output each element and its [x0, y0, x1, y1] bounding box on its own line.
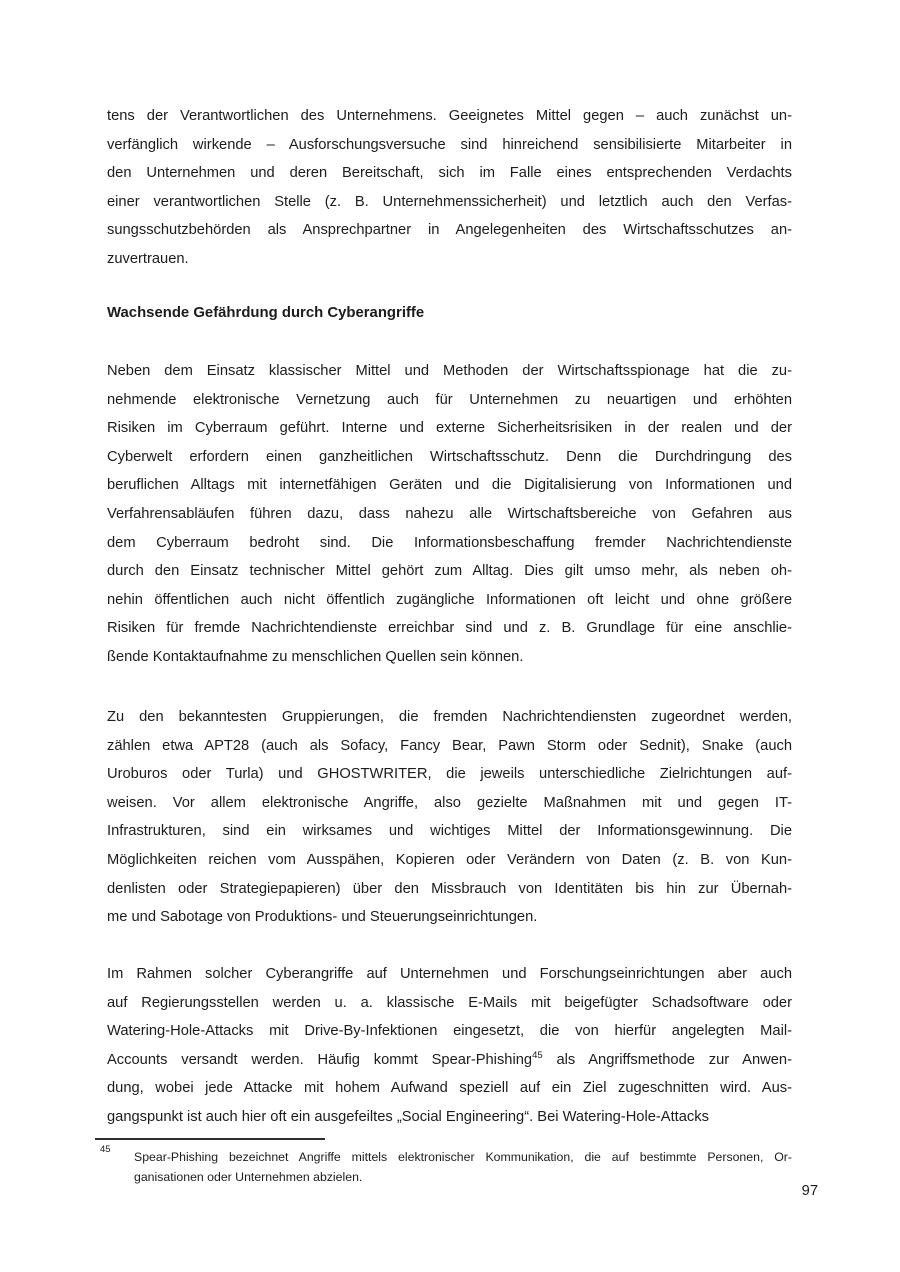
text-line: Neben dem Einsatz klassischer Mittel und Methoden der Wirtschaftsspionage hat die zu- [107, 363, 792, 379]
text-line: zählen etwa APT28 (auch als Sofacy, Fancy Bear, Pawn Storm oder Sednit), Snake (auch [107, 737, 792, 754]
text-line: den Unternehmen und deren Bereitschaft, sich im Falle eines entsprechenden Verdachts [107, 165, 792, 182]
text-line: tens der Verantwortlichen des Unternehmens. Geeignetes Mittel gegen – auch zunächst un- [107, 108, 792, 124]
text-line: gangspunkt ist auch hier oft ein ausgefeiltes „Social Engineering“. Bei Watering-Hole-Attacks [107, 1108, 709, 1125]
text-line: ganisationen oder Unternehmen abzielen. [134, 1169, 363, 1184]
text-line: me und Sabotage von Produktions- und Steuerungseinrichtungen. [107, 909, 538, 926]
text-line: Risiken für fremde Nachrichtendienste erreichbar sind und z. B. Grundlage für eine anschlie- [107, 620, 792, 637]
text-line: einer verantwortlichen Stelle (z. B. Unternehmenssicherheit) und letztlich auch den Verfas- [107, 193, 792, 210]
paragraph-1 [107, 102, 792, 274]
page-number: 97 [801, 1183, 818, 1199]
footnote-number: 45 [100, 1144, 111, 1155]
text-line: Verfahrensabläufen führen dazu, dass nahezu alle Wirtschaftsbereiche von Gefahren aus [107, 505, 792, 522]
text-line: dem Cyberraum bedroht sind. Die Informationsbeschaffung fremder Nachrichtendienste [107, 534, 792, 551]
text-line: nehin öffentlichen auch nicht öffentlich zugängliche Informationen oft leicht und ohne größere [107, 591, 792, 608]
text-line: Cyberwelt erfordern einen ganzheitlichen Wirtschaftsschutz. Denn die Durchdringung des [107, 448, 792, 465]
text-line: Im Rahmen solcher Cyberangriffe auf Unternehmen und Forschungseinrichtungen aber auch [107, 966, 792, 982]
paragraph-3 [107, 703, 792, 932]
text-line: sungsschutzbehörden als Ansprechpartner in Angelegenheiten des Wirtschaftsschutzes an- [107, 222, 792, 239]
text-line: zuvertrauen. [107, 250, 189, 267]
section-heading: Wachsende Gefährdung durch Cyberangriffe [107, 305, 425, 321]
text-line: Watering-Hole-Attacks mit Drive-By-Infektionen eingesetzt, die von hierfür angelegten Mail- [107, 1023, 792, 1040]
text-line: Infrastrukturen, sind ein wirksames und wichtiges Mittel der Informationsgewinnung. Die [107, 823, 792, 840]
text-line: auf Regierungsstellen werden u. a. klassische E-Mails mit beigefügter Schadsoftware oder [107, 994, 792, 1011]
text-line: Möglichkeiten reichen vom Ausspähen, Kopieren oder Verändern von Daten (z. B. von Kun- [107, 851, 792, 868]
footnote-ref: 45 [532, 1049, 543, 1061]
text-line: dung, wobei jede Attacke mit hohem Aufwand speziell auf ein Ziel zugeschnitten wird. Aus- [107, 1080, 792, 1097]
text-line: denlisten oder Strategiepapieren) über den Missbrauch von Identitäten bis hin zur Übernah- [107, 880, 792, 897]
text-line: Accounts versandt werden. Häufig kommt Spear-Phishing$^{45}$ als Angriffsmethode zur Anwen- [107, 1049, 792, 1068]
footnote-separator [95, 1138, 325, 1140]
text-line: Zu den bekanntesten Gruppierungen, die fremden Nachrichtendiensten zugeordnet werden, [107, 709, 792, 725]
text-line: beruflichen Alltags mit internetfähigen Geräten und die Digitalisierung von Informationen und [107, 477, 792, 494]
text-line: weisen. Vor allem elektronische Angriffe, also gezielte Maßnahmen mit und gegen IT- [107, 794, 792, 811]
text-line: durch den Einsatz technischer Mittel gehört zum Alltag. Dies gilt umso mehr, als neben oh- [107, 563, 792, 580]
text-line: Risiken im Cyberraum geführt. Interne und externe Sicherheitsrisiken in der realen und der [107, 420, 792, 437]
text-line: verfänglich wirkende – Ausforschungsversuche sind hinreichend sensibilisierte Mitarbeiter in [107, 136, 792, 153]
footnote [100, 1144, 792, 1187]
footnote-text [134, 1148, 792, 1187]
text-line: Spear-Phishing bezeichnet Angriffe mittels elektronischer Kommunikation, die auf bestimmte Personen, Or- [134, 1150, 792, 1164]
text-line: nehmende elektronische Vernetzung auch für Unternehmen zu neuartigen und erhöhten [107, 391, 792, 408]
text-line: Uroburos oder Turla) und GHOSTWRITER, die jeweils unterschiedliche Zielrichtungen auf- [107, 766, 792, 783]
paragraph-2 [107, 357, 792, 672]
text-line: ßende Kontaktaufnahme zu menschlichen Quellen sein können. [107, 648, 524, 665]
paragraph-4 [107, 960, 792, 1132]
